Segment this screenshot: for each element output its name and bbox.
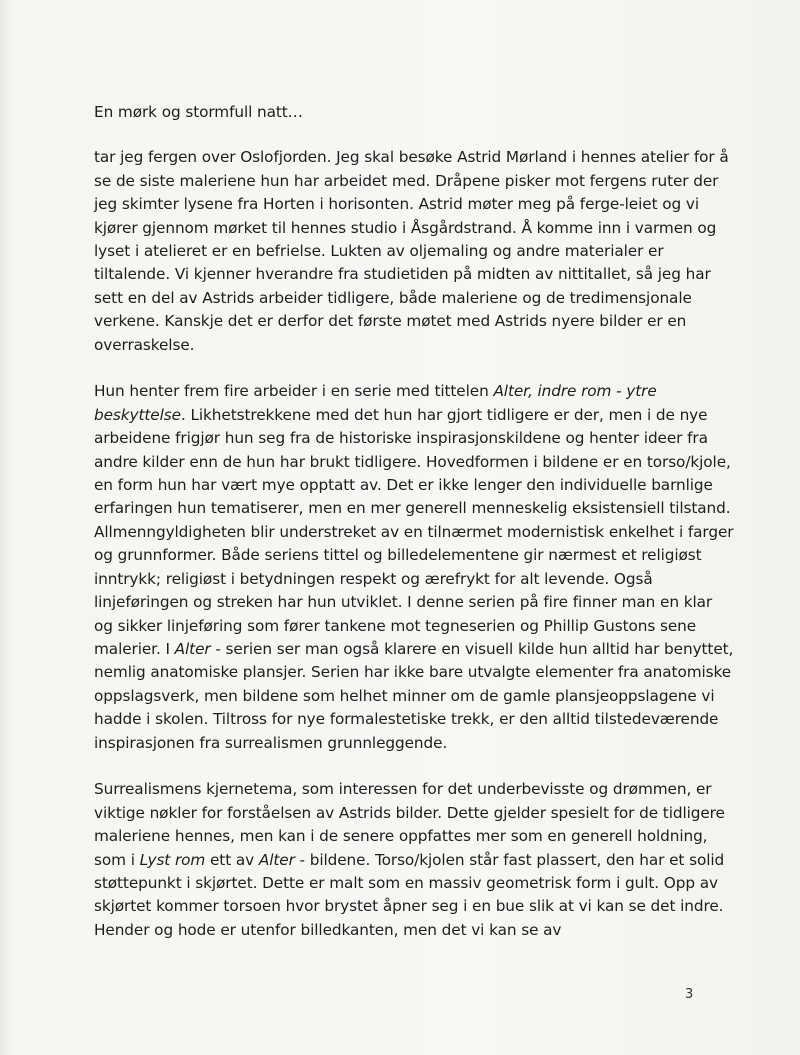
lyst-rom-italic: Lyst rom — [139, 850, 206, 869]
page-number: 3 — [685, 987, 694, 1002]
alter-italic: Alter — [174, 639, 211, 658]
paragraph-2-part-1: Hun henter frem fire arbeider i en serie med tittelen — [94, 382, 494, 401]
opening-line: En mørk og stormfull natt… — [94, 103, 303, 121]
paragraph-3-part-1: Surrealismens kjernetema, som interessen for det underbevisste og drømmen, er viktige nøkler for forståelsen av Astrids bilder. Dette gjelder spesielt for de tidligere maleriene hennes, men kan i de senere oppfattes mer som en generell holdning, som i — [94, 780, 725, 869]
alter-italic-2: Alter — [258, 850, 295, 869]
paragraph-3-part-2: ett av — [205, 850, 259, 869]
paragraph-2 — [94, 380, 734, 755]
paragraph-1: tar jeg fergen over Oslofjorden. Jeg skal besøke Astrid Mørland i hennes atelier for å se de siste maleriene hun har arbeidet med. Dråpene pisker mot fergens ruter der jeg skimter lysene fra Horten i horisonten. Astrid møter meg på ferge-leiet og vi kjører gjennom mørket til hennes studio i Åsgårdstrand. Å komme inn i varmen og lyset i atelieret er en befrielse. Lukten av oljemaling og andre materialer er tiltalende. Vi kjenner hverandre fra studietiden på midten av nittitallet, så jeg har sett en del av Astrids arbeider tidligere, både maleriene og de tredimensjonale verkene. Kanskje det er derfor det første møtet med Astrids nyere bilder er en overraskelse. — [94, 148, 729, 354]
document-body — [94, 101, 734, 966]
paragraph-2-part-3: - serien ser man også klarere en visuell kilde hun alltid har benyttet, nemlig anatomiske plansjer. Serien har ikke bare utvalgte elementer fra anatomiske oppslagsverk, men bildene som helhet minner om de gamle plansjeoppslagene vi hadde i skolen. Tiltross for nye formalestetiske trekk, er den alltid tilstedeværende inspirasjonen fra surrealismen grunnleggende. — [94, 639, 734, 752]
paragraph-3 — [94, 778, 734, 942]
paragraph-3-part-3: - bildene. Torso/kjolen står fast plassert, den har et solid støttepunkt i skjørtet. Dette er malt som en massiv geometrisk form i gult. Opp av skjørtet kommer torsoen hvor brystet åpner seg i en bue slik at vi kan se det indre. Hender og hode er utenfor billedkanten, men det vi kan se av — [94, 850, 725, 939]
paragraph-2-part-2: . Likhetstrekkene med det hun har gjort tidligere er der, men i de nye arbeidene frigjør hun seg fra de historiske inspirasjonskildene og henter ideer fra andre kilder enn de hun har brukt tidligere. Hovedformen i bildene er en torso/kjole, en form hun har vært mye opptatt av. Det er ikke lenger den individuelle barnlige erfaringen hun tematiserer, men en mer generell menneskelig eksistensiell tilstand. Allmenngyldigheten blir understreket av en tilnærmet modernistisk enkelhet i farger og grunnformer. Både seriens tittel og billedelementene gir nærmest et religiøst inntrykk; religiøst i betydningen respekt og ærefrykt for alt levende. Også linjeføringen og streken har hun utviklet. I denne serien på fire finner man en klar og sikker linjeføring som fører tankene mot tegneserien og Phillip Gustons sene malerier. I — [94, 405, 734, 658]
series-title-italic: Alter, indre rom - ytre beskyttelse — [94, 382, 657, 424]
